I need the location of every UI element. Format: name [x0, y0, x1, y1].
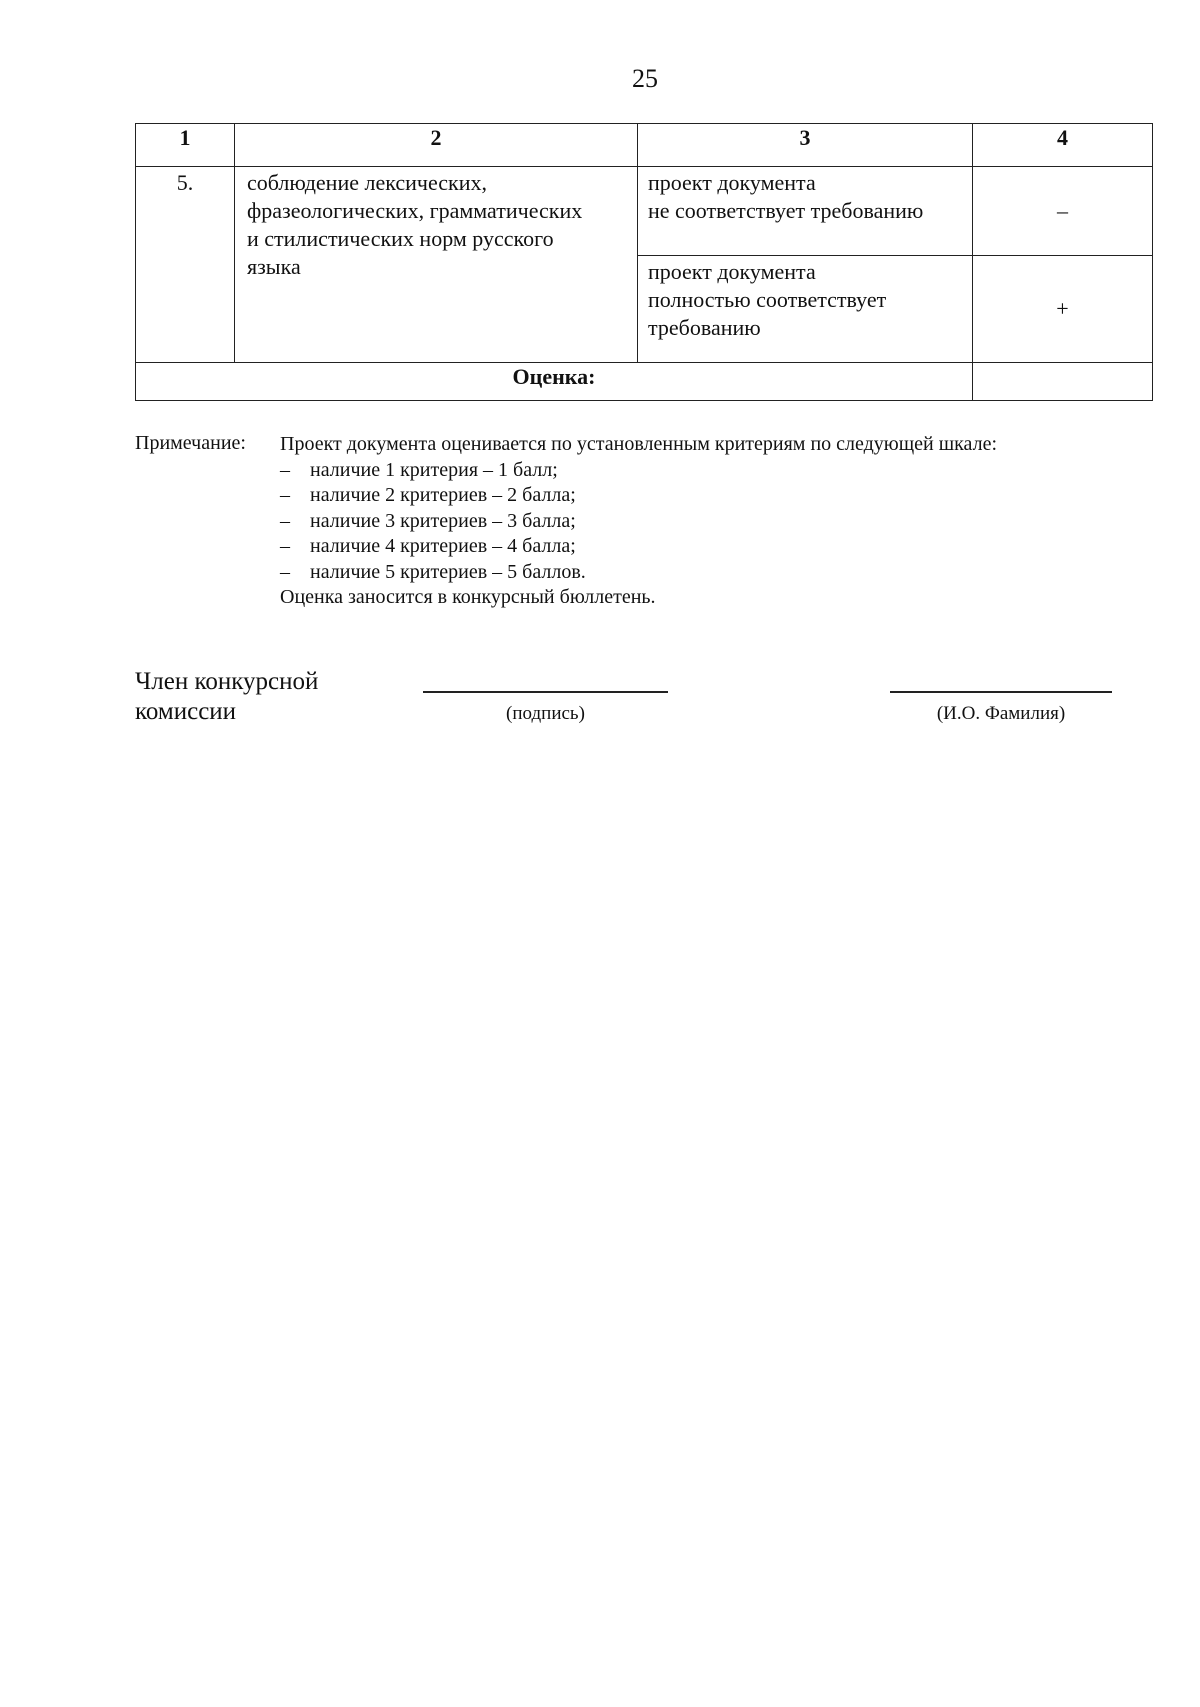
- note-body: [280, 432, 1160, 611]
- header-col-1: 1: [136, 124, 235, 167]
- criterion-text: [235, 167, 638, 363]
- name-caption: (И.О. Фамилия): [936, 703, 1066, 724]
- dash-marker: –: [280, 458, 290, 481]
- total-value: [973, 363, 1153, 401]
- total-label: Оценка:: [136, 363, 973, 401]
- dash-marker: –: [280, 484, 290, 506]
- option-line: требованию: [648, 315, 761, 340]
- total-row: [136, 363, 1153, 401]
- list-item-text: наличие 4 критериев – 4 балла;: [310, 535, 576, 557]
- list-item-text: наличие 3 критериев – 3 балла;: [310, 509, 576, 532]
- header-col-4: 4: [973, 124, 1153, 167]
- option-line: полностью соответствует: [648, 287, 887, 312]
- list-item-text: наличие 5 критериев – 5 баллов.: [310, 560, 586, 583]
- list-item-text: наличие 2 критериев – 2 балла;: [310, 484, 576, 506]
- signature-line: [423, 691, 668, 693]
- criterion-line: и стилистических норм русского: [247, 226, 554, 251]
- list-item: [280, 483, 1160, 509]
- page-number: 25: [632, 64, 658, 93]
- criterion-line: языка: [247, 254, 301, 279]
- signature-caption: (подпись): [506, 703, 585, 724]
- criterion-line: фразеологических, грамматических: [247, 198, 583, 223]
- list-item: [280, 560, 1160, 586]
- header-col-3: 3: [638, 124, 973, 167]
- note-label: Примечание:: [135, 432, 246, 454]
- row-number: 5.: [136, 167, 235, 363]
- mark-minus: –: [973, 167, 1153, 256]
- list-item: [280, 509, 1160, 535]
- table-header-row: [136, 124, 1153, 167]
- signatory-role-line: комиссии: [135, 698, 237, 725]
- option-not-compliant: [638, 167, 973, 256]
- signatory-role-line: Член конкурсной: [135, 668, 319, 695]
- option-line: проект документа: [648, 259, 816, 284]
- signatory-role: [135, 667, 318, 727]
- option-line: не соответствует требованию: [648, 198, 924, 223]
- evaluation-table: [135, 123, 1153, 401]
- list-item-text: наличие 1 критерия – 1 балл;: [310, 458, 558, 481]
- table-row: [136, 167, 1153, 256]
- option-line: проект документа: [648, 170, 816, 195]
- dash-marker: –: [280, 509, 290, 532]
- criterion-line: соблюдение лексических,: [247, 170, 488, 195]
- note-intro: Проект документа оценивается по установленным критериям по следующей шкале:: [280, 433, 998, 455]
- name-line: [890, 691, 1112, 693]
- note-footer: Оценка заносится в конкурсный бюллетень.: [280, 586, 656, 608]
- list-item: [280, 534, 1160, 560]
- mark-plus: +: [973, 256, 1153, 363]
- list-item: [280, 458, 1160, 484]
- header-col-2: 2: [235, 124, 638, 167]
- dash-marker: –: [280, 560, 290, 583]
- dash-marker: –: [280, 535, 290, 557]
- option-compliant: [638, 256, 973, 363]
